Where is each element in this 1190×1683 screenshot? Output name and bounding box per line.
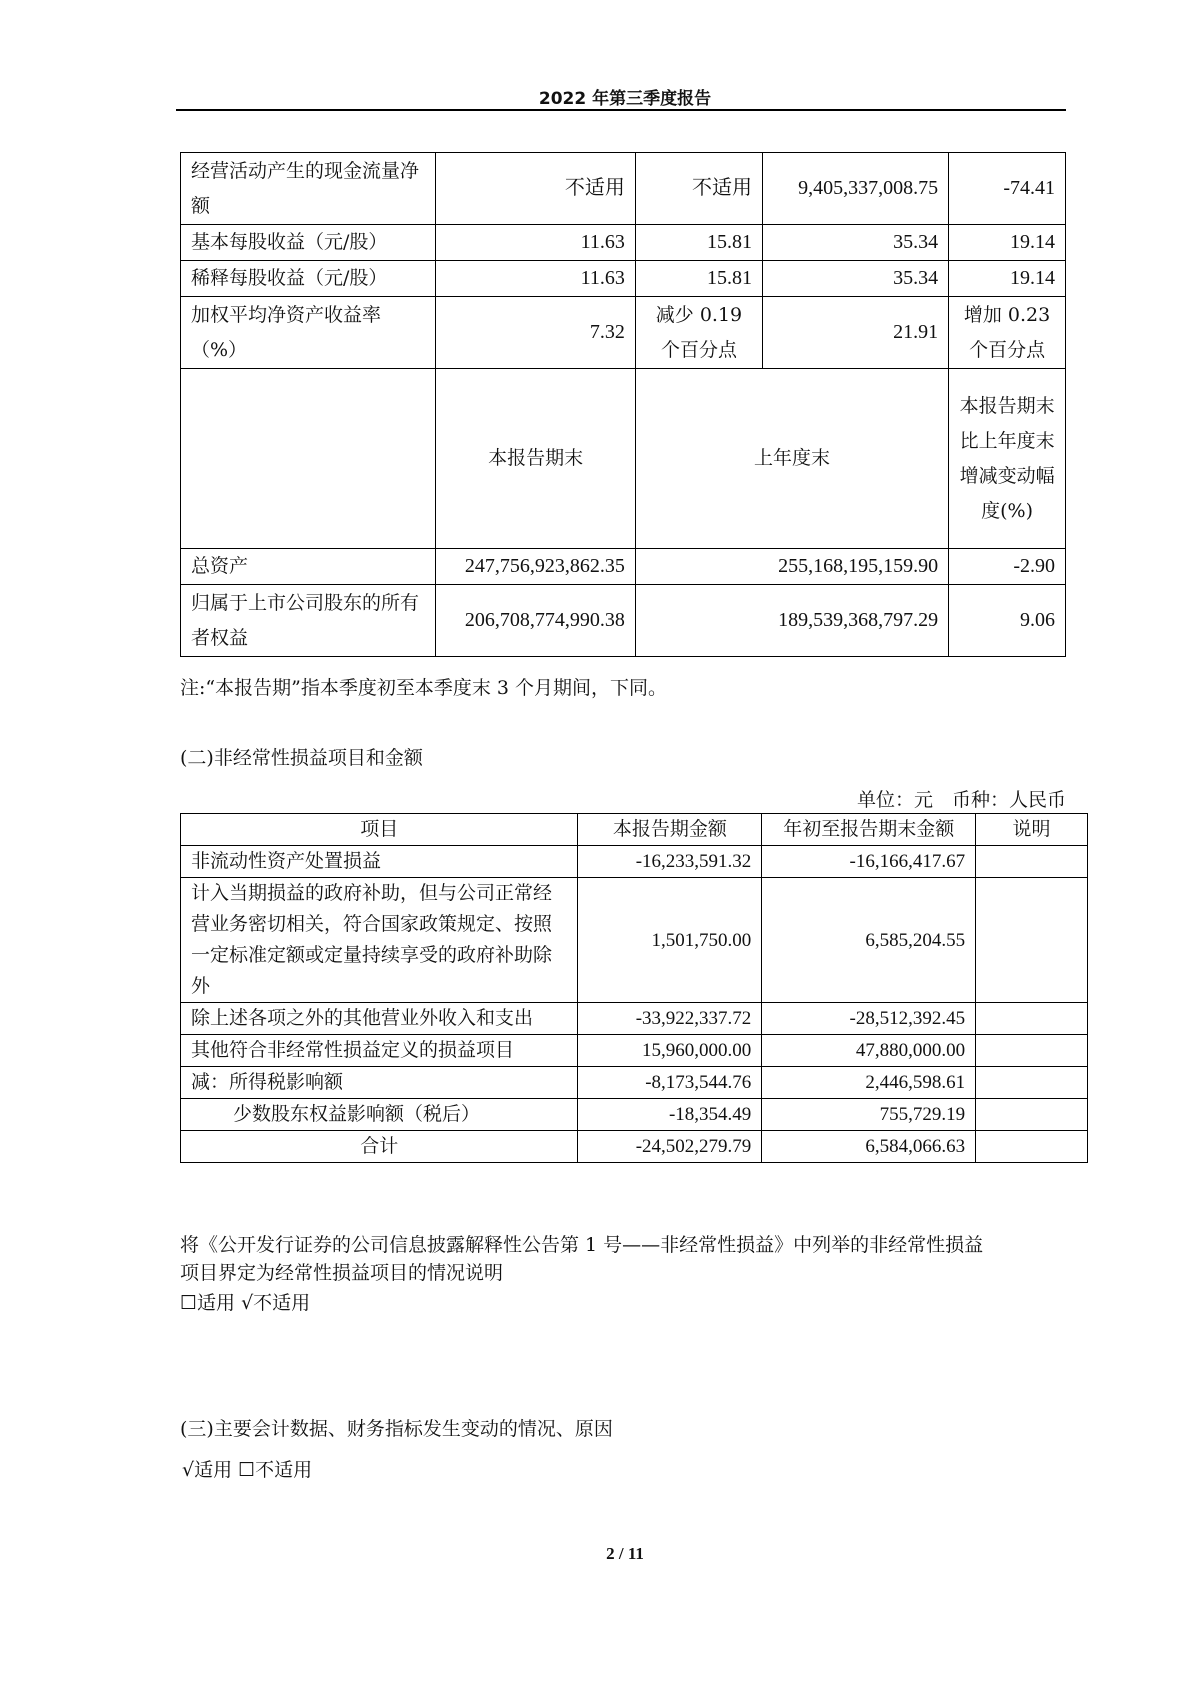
cell-current: -18,354.49: [578, 1099, 762, 1131]
cell-note: [976, 878, 1088, 1003]
table-row: [181, 1067, 1088, 1099]
cell-ytd: -28,512,392.45: [762, 1003, 976, 1035]
cell-value: 减少 0.19 个百分点: [635, 297, 762, 369]
cell-value: 206,708,774,990.38: [436, 585, 636, 657]
row-label: 归属于上市公司股东的所有者权益: [181, 585, 436, 657]
cell-ytd: 6,584,066.63: [762, 1131, 976, 1163]
cell-value: 247,756,923,862.35: [436, 549, 636, 585]
table-row: [181, 1035, 1088, 1067]
cell-value: -2.90: [949, 549, 1066, 585]
explanation-line-2: 项目界定为经常性损益项目的情况说明: [180, 1262, 504, 1284]
cell-ytd: 2,446,598.61: [762, 1067, 976, 1099]
cell-current: 15,960,000.00: [578, 1035, 762, 1067]
subheader-prior-year-end: 上年度末: [635, 369, 948, 549]
table-row: [181, 878, 1088, 1003]
cell-current: 1,501,750.00: [578, 878, 762, 1003]
cell-current: -16,233,591.32: [578, 846, 762, 878]
row-item: 非流动性资产处置损益: [181, 846, 578, 878]
row-label: 基本每股收益（元/股）: [181, 225, 436, 261]
section3-checkboxes: √适用 ☐不适用: [182, 1459, 313, 1481]
cell-ytd: 755,729.19: [762, 1099, 976, 1131]
row-label: 总资产: [181, 549, 436, 585]
cell-current: -24,502,279.79: [578, 1131, 762, 1163]
cell-note: [976, 1067, 1088, 1099]
cell-current: -33,922,337.72: [578, 1003, 762, 1035]
row-item: 计入当期损益的政府补助，但与公司正常经营业务密切相关，符合国家政策规定、按照一定标准定额或定量持续享受的政府补助除外: [181, 878, 578, 1003]
empty-cell: [181, 369, 436, 549]
cell-value: 35.34: [763, 225, 949, 261]
cell-value: 19.14: [949, 261, 1066, 297]
cell-value: 21.91: [763, 297, 949, 369]
cell-value: 9,405,337,008.75: [763, 153, 949, 225]
row-item: 少数股东权益影响额（税后）: [181, 1099, 578, 1131]
table-subheader-row: [181, 369, 1066, 549]
cell-value: 11.63: [436, 225, 636, 261]
cell-value: 不适用: [635, 153, 762, 225]
header-note: 说明: [976, 814, 1088, 846]
key-financials-table: [180, 152, 1066, 657]
cell-note: [976, 1099, 1088, 1131]
table-header-row: [181, 814, 1088, 846]
cell-value: 35.34: [763, 261, 949, 297]
table-row: [181, 1003, 1088, 1035]
row-item: 减：所得税影响额: [181, 1067, 578, 1099]
table-row: [181, 297, 1066, 369]
row-label: 稀释每股收益（元/股）: [181, 261, 436, 297]
cell-value: 189,539,368,797.29: [635, 585, 948, 657]
header-divider: [176, 109, 1066, 111]
header-item: 项目: [181, 814, 578, 846]
applicability-checkboxes: ☐适用 √不适用: [180, 1292, 311, 1314]
cell-ytd: 47,880,000.00: [762, 1035, 976, 1067]
cell-value: 9.06: [949, 585, 1066, 657]
cell-current: -8,173,544.76: [578, 1067, 762, 1099]
table-total-row: [181, 1131, 1088, 1163]
cell-note: [976, 1131, 1088, 1163]
section3-title: (三)主要会计数据、财务指标发生变动的情况、原因: [180, 1418, 613, 1440]
cell-note: [976, 846, 1088, 878]
row-item: 合计: [181, 1131, 578, 1163]
table-row: [181, 846, 1088, 878]
cell-value: 增加 0.23 个百分点: [949, 297, 1066, 369]
subheader-change: 本报告期末比上年度末增减变动幅度(%): [949, 369, 1066, 549]
page-number: 2 / 11: [606, 1544, 644, 1563]
section2-title: (二)非经常性损益项目和金额: [180, 747, 423, 769]
report-header-title: 2022 年第三季度报告: [538, 89, 712, 109]
cell-note: [976, 1003, 1088, 1035]
explanation-line-1: 将《公开发行证券的公司信息披露解释性公告第 1 号——非经常性损益》中列举的非经常性损益: [180, 1234, 984, 1256]
cell-value: 7.32: [436, 297, 636, 369]
header-ytd: 年初至报告期末金额: [762, 814, 976, 846]
cell-value: 19.14: [949, 225, 1066, 261]
unit-currency: 单位：元 币种：人民币: [856, 789, 1066, 811]
row-item: 其他符合非经常性损益定义的损益项目: [181, 1035, 578, 1067]
cell-ytd: -16,166,417.67: [762, 846, 976, 878]
cell-value: 11.63: [436, 261, 636, 297]
header-current: 本报告期金额: [578, 814, 762, 846]
cell-value: 15.81: [635, 225, 762, 261]
table-row: [181, 225, 1066, 261]
table-row: [181, 261, 1066, 297]
cell-ytd: 6,585,204.55: [762, 878, 976, 1003]
table-note: 注:“本报告期”指本季度初至本季度末 3 个月期间，下同。: [180, 677, 667, 699]
non-recurring-items-table: [180, 813, 1088, 1163]
table-row: [181, 549, 1066, 585]
cell-note: [976, 1035, 1088, 1067]
row-label: 加权平均净资产收益率（%）: [181, 297, 436, 369]
subheader-period-end: 本报告期末: [436, 369, 636, 549]
cell-value: 255,168,195,159.90: [635, 549, 948, 585]
row-item: 除上述各项之外的其他营业外收入和支出: [181, 1003, 578, 1035]
table-row: [181, 585, 1066, 657]
table-row: [181, 1099, 1088, 1131]
row-label: 经营活动产生的现金流量净额: [181, 153, 436, 225]
cell-value: 15.81: [635, 261, 762, 297]
cell-value: 不适用: [436, 153, 636, 225]
cell-value: -74.41: [949, 153, 1066, 225]
table-row: [181, 153, 1066, 225]
